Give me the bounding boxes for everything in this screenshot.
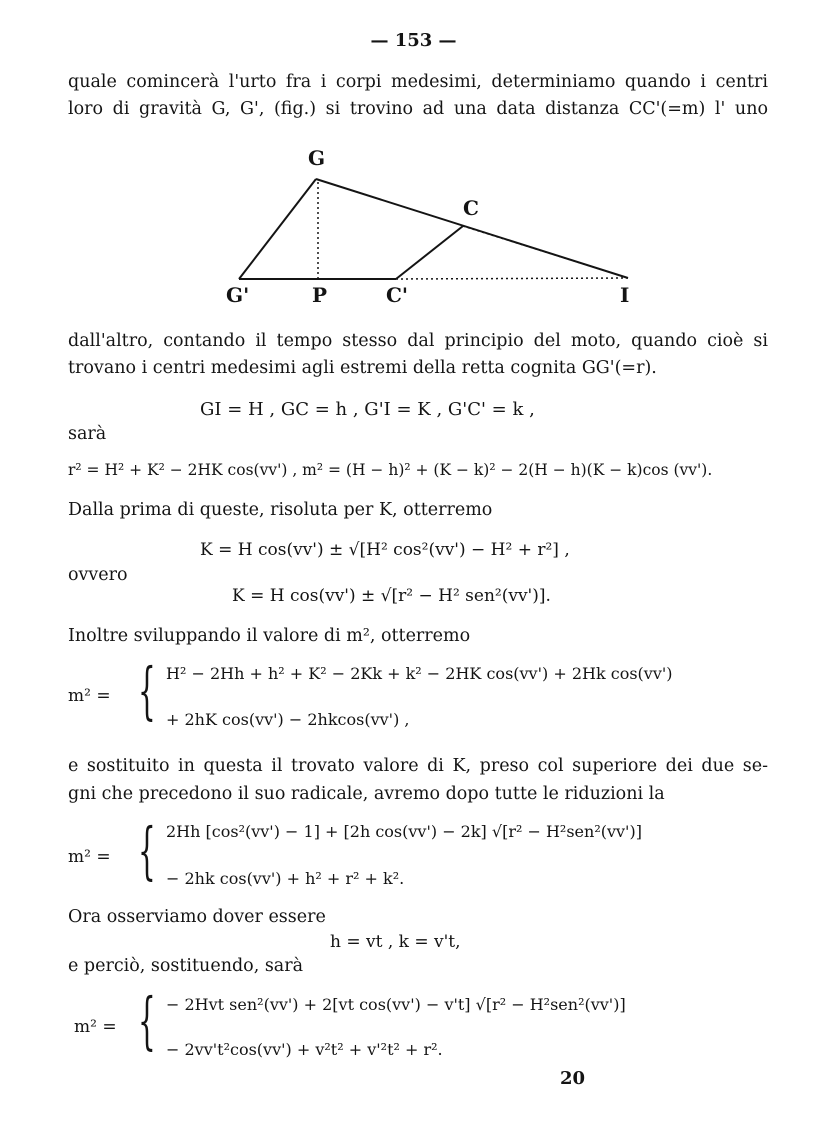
equation-h-k: h = vt , k = v't, — [330, 932, 461, 952]
equation-r-squared: r² = H² + K² − 2HK cos(vv') , m² = (H − h)² + (K − k)² − 2(H − h)(K − k)cos (vv'). — [68, 461, 713, 479]
equation-m2-lhs-a: m² = — [68, 686, 111, 706]
para3-line-1: e sostituito in questa il trovato valore di K, preso col superiore dei due se- — [68, 756, 768, 776]
equation-m2-lhs-c: m² = — [74, 1017, 117, 1037]
equation-m2b-line-1: 2Hh [cos²(vv') − 1] + [2h cos(vv') − 2k] √[r² − H²sen²(vv')] — [166, 822, 642, 841]
equation-k1: K = H cos(vv') ± √[H² cos²(vv') − H² + r²] , — [200, 540, 570, 560]
equation-m2-lhs-b: m² = — [68, 847, 111, 867]
label-p: P — [312, 283, 328, 307]
label-gprime: G' — [226, 283, 250, 307]
text-percio: e perciò, sostituendo, sarà — [68, 956, 304, 976]
geometry-figure — [0, 0, 827, 320]
dotted-cprime-i — [396, 278, 628, 279]
equation-m2a-line-2: + 2hK cos(vv') − 2hkcos(vv') , — [166, 710, 410, 729]
para3-line-2: gni che precedono il suo radicale, avremo dopo tutte le riduzioni la — [68, 784, 665, 804]
equation-definitions: GI = H , GC = h , G'I = K , G'C' = k , — [200, 399, 535, 420]
line-g-i — [316, 179, 628, 278]
text-ora: Ora osserviamo dover essere — [68, 907, 326, 927]
equation-k2: K = H cos(vv') ± √[r² − H² sen²(vv')]. — [232, 586, 551, 606]
intro-line-2: loro di gravità G, G', (fig.) si trovino ad una data distanza CC'(=m) l' uno — [68, 99, 768, 119]
line-cprime-c — [396, 226, 463, 279]
para2-line-2: trovano i centri medesimi agli estremi della retta cognita GG'(=r). — [68, 358, 657, 378]
text-dalla: Dalla prima di queste, risoluta per K, otterremo — [68, 500, 493, 520]
text-sara-1: sarà — [68, 424, 107, 444]
text-ovvero: ovvero — [68, 565, 128, 585]
page-footer: 20 — [560, 1068, 586, 1089]
intro-line-1: quale comincerà l'urto fra i corpi medesimi, determiniamo quando i centri — [68, 72, 768, 92]
label-g: G — [308, 146, 326, 170]
text-inoltre: Inoltre sviluppando il valore di m², otterremo — [68, 626, 471, 646]
para2-line-1: dall'altro, contando il tempo stesso dal principio del moto, quando cioè si — [68, 331, 768, 351]
page-header: — 153 — — [370, 30, 457, 51]
equation-m2c-line-2: − 2vv't²cos(vv') + v²t² + v'²t² + r². — [166, 1040, 443, 1059]
equation-m2b-line-2: − 2hk cos(vv') + h² + r² + k². — [166, 869, 405, 888]
label-cprime: C' — [386, 283, 409, 307]
brace-a: { — [138, 654, 156, 727]
brace-c: { — [138, 984, 156, 1057]
line-g-gprime — [239, 179, 316, 279]
label-i: I — [620, 283, 630, 307]
equation-m2c-line-1: − 2Hvt sen²(vv') + 2[vt cos(vv') − v't] √[r² − H²sen²(vv')] — [166, 995, 626, 1014]
equation-m2a-line-1: H² − 2Hh + h² + K² − 2Kk + k² − 2HK cos(vv') + 2Hk cos(vv') — [166, 664, 673, 683]
brace-b: { — [138, 814, 156, 887]
label-c: C — [463, 196, 479, 220]
